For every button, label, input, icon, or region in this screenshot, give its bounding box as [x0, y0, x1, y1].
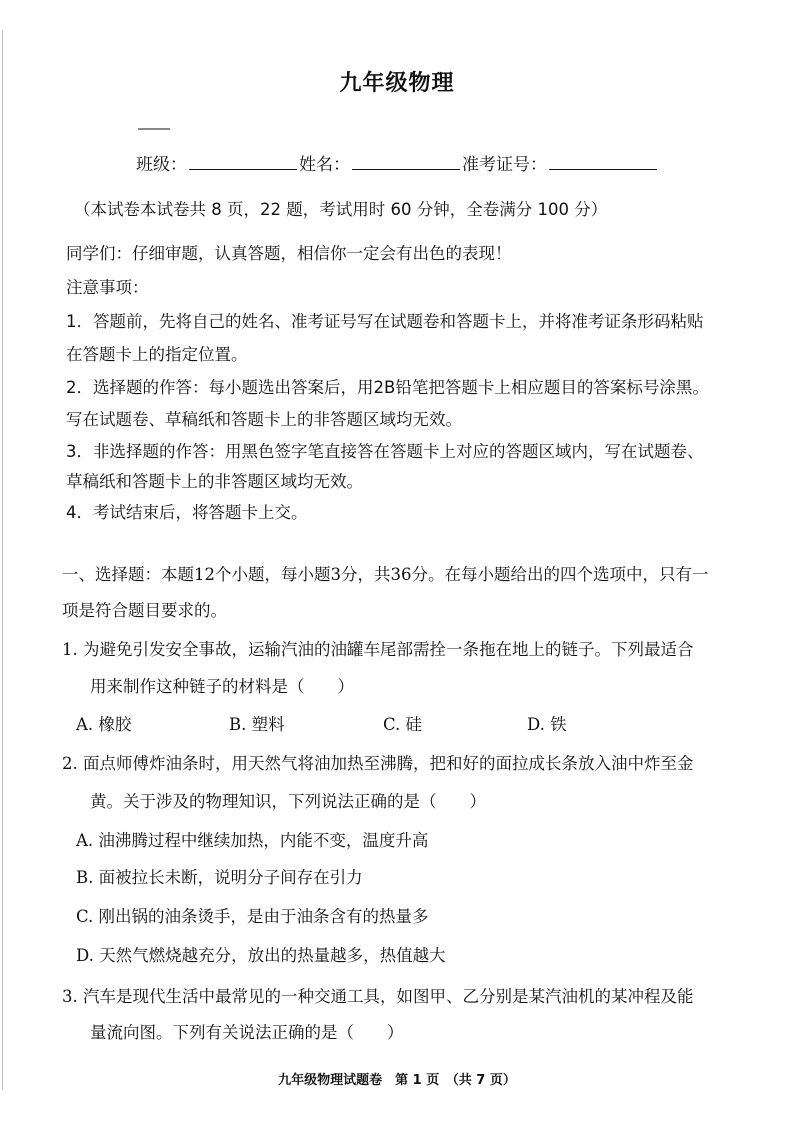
note-line: 2．选择题的作答：每小题选出答案后，用2B铅笔把答题卡上相应题目的答案标号涂黑。	[66, 378, 709, 397]
note-line: 1．答题前，先将自己的姓名、准考证号写在试题卷和答题卡上，并将准考证条形码粘贴	[66, 312, 704, 331]
q1-option-a: A. 橡胶	[76, 715, 132, 734]
name-blank[interactable]	[352, 151, 460, 170]
section-heading-cont: 项是符合题目要求的。	[62, 601, 227, 620]
student-info-fields	[136, 150, 659, 175]
question-3-stem-cont: 量流向图。下列有关说法正确的是（ ）	[90, 1023, 404, 1042]
note-line: 写在试题卷、草稿纸和答题卡上的非答题区域均无效。	[66, 410, 462, 429]
class-blank[interactable]	[189, 151, 297, 170]
q2-option-d: D. 天然气燃烧越充分，放出的热量越多，热值越大	[76, 946, 446, 965]
exam-number-blank[interactable]	[549, 151, 657, 170]
question-2-stem: 2. 面点师傅炸油条时，用天然气将油加热至沸腾，把和好的面拉成长条放入油中炸至金	[62, 754, 694, 773]
q2-option-b: B. 面被拉长未断，说明分子间存在引力	[76, 868, 363, 887]
section-heading: 一、选择题：本题12个小题，每小题3分，共36分。在每小题给出的四个选项中，只有一	[62, 565, 709, 584]
scan-mark	[138, 128, 170, 130]
question-1-stem: 1. 为避免引发安全事故，运输汽油的油罐车尾部需拴一条拖在地上的链子。下列最适合	[62, 640, 694, 659]
page-title: 九年级物理	[339, 71, 455, 96]
notes-title: 注意事项：	[66, 278, 149, 297]
greeting: 同学们：仔细审题，认真答题，相信你一定会有出色的表现！	[66, 244, 512, 263]
q1-option-d: D. 铁	[527, 715, 567, 734]
q1-option-c: C. 硅	[383, 715, 423, 734]
exam-info: （本试卷本试卷共 8 页，22 题，考试用时 60 分钟，全卷满分 100 分）	[74, 200, 608, 219]
question-3-stem: 3. 汽车是现代生活中最常见的一种交通工具，如图甲、乙分别是某汽油机的某冲程及能	[62, 987, 694, 1006]
note-line: 4．考试结束后，将答题卡上交。	[66, 503, 308, 522]
exam-number-label: 准考证号：	[462, 155, 547, 175]
name-label: 姓名：	[299, 155, 350, 175]
class-label: 班级：	[136, 155, 187, 175]
page-footer: 九年级物理试题卷 第 1 页 （共 7 页）	[278, 1073, 516, 1088]
page-scan-edge	[2, 30, 3, 1090]
q1-option-b: B. 塑料	[229, 715, 285, 734]
question-2-stem-cont: 黄。关于涉及的物理知识，下列说法正确的是（ ）	[90, 792, 486, 811]
note-line: 草稿纸和答题卡上的非答题区域均无效。	[66, 472, 363, 491]
note-line: 3．非选择题的作答：用黑色签字笔直接答在答题卡上对应的答题区域内，写在试题卷、	[66, 442, 704, 461]
q2-option-a: A. 油沸腾过程中继续加热，内能不变，温度升高	[76, 831, 429, 850]
note-line: 在答题卡上的指定位置。	[66, 345, 248, 364]
q2-option-c: C. 刚出锅的油条烫手，是由于油条含有的热量多	[76, 907, 429, 926]
question-1-stem-cont: 用来制作这种链子的材料是（ ）	[90, 677, 354, 696]
